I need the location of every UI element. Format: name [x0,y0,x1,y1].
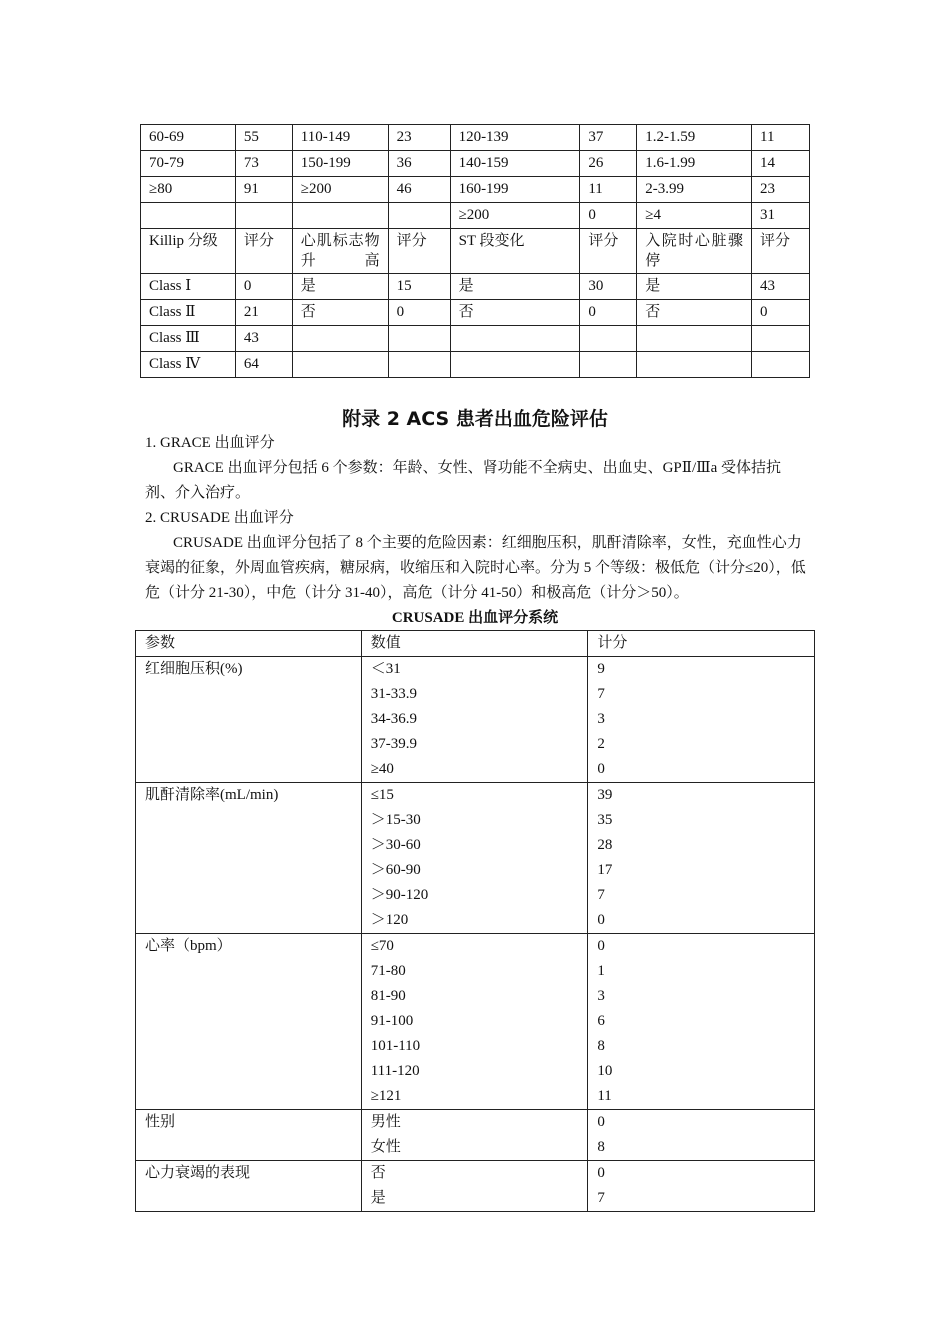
crusade-score: 0 [597,1114,605,1130]
appendix-title: 附录 2 ACS 患者出血危险评估 [342,408,608,430]
grace-cell: 120-139 [450,125,580,151]
grace-row [141,300,810,326]
crusade-score: 11 [597,1088,612,1104]
grace-cell: ≥4 [637,203,752,229]
grace-cell: 1.2-1.59 [637,125,752,151]
header-score: 计分 [588,631,815,657]
crusade-value: 37-39.9 [370,736,417,752]
section-2-heading: 2. CRUSADE 出血评分 [145,510,294,526]
crusade-value: 34-36.9 [370,711,417,727]
crusade-score: 7 [597,1190,605,1206]
grace-row [141,177,810,203]
grace-cell [141,203,236,229]
crusade-value: ≤15 [370,787,394,803]
grace-row [141,125,810,151]
crusade-scores-cell [588,657,815,783]
crusade-values-cell [361,1110,588,1161]
grace-score-table [140,124,810,378]
grace-cell: 26 [580,151,637,177]
grace-cell: 0 [388,300,450,326]
grace-cell: Class Ⅰ [141,274,236,300]
crusade-group-row [136,657,815,783]
crusade-score: 39 [597,787,613,803]
grace-cell: 0 [580,300,637,326]
section-2-text: CRUSADE 出血评分包括了 8 个主要的危险因素：红细胞压积，肌酐清除率，女性，充血性心力衰竭的征象，外周血管疾病，糖尿病，收缩压和入院时心率。分为 5 个等级：极低危（计分≤20），低危（计分 21-30），中危（计分 31-40），高危（计分 41-50）和极高危（计分＞50）。 [145,535,806,601]
grace-cell: Class Ⅱ [141,300,236,326]
crusade-values-cell [361,1161,588,1212]
grace-cell: 160-199 [450,177,580,203]
grace-cell: 评分 [752,229,810,274]
crusade-score: 9 [597,661,605,677]
grace-cell: 43 [235,326,292,352]
crusade-score: 8 [597,1139,605,1155]
grace-cell: 70-79 [141,151,236,177]
crusade-value: ＞15-30 [370,812,421,828]
grace-cell: 55 [235,125,292,151]
grace-cell: 91 [235,177,292,203]
crusade-values-cell [361,934,588,1110]
crusade-group-row [136,1110,815,1161]
grace-cell [388,203,450,229]
crusade-value: ≥121 [370,1088,402,1104]
grace-cell: 0 [235,274,292,300]
grace-cell: 46 [388,177,450,203]
grace-cell: 2-3.99 [637,177,752,203]
crusade-score: 7 [597,887,605,903]
crusade-value: ＞90-120 [370,887,429,903]
crusade-score: 0 [597,1165,605,1181]
grace-cell: 评分 [388,229,450,274]
crusade-scores-cell [588,934,815,1110]
grace-cell: ≥80 [141,177,236,203]
grace-cell: 140-159 [450,151,580,177]
grace-cell: 否 [292,300,388,326]
crusade-value: 是 [370,1190,386,1206]
grace-cell: 否 [637,300,752,326]
crusade-score: 28 [597,837,613,853]
grace-cell [752,352,810,378]
crusade-value: 111-120 [370,1063,420,1079]
grace-cell: 21 [235,300,292,326]
crusade-group-row [136,934,815,1110]
grace-cell: 31 [752,203,810,229]
grace-row [141,203,810,229]
grace-cell: 心肌标志物升高 [292,229,388,274]
grace-cell: 23 [752,177,810,203]
crusade-value: ≤70 [370,938,394,954]
grace-cell [450,352,580,378]
crusade-score: 10 [597,1063,613,1079]
crusade-score: 3 [597,988,605,1004]
crusade-value: ≥40 [370,761,394,777]
grace-cell: 11 [752,125,810,151]
grace-cell: 110-149 [292,125,388,151]
grace-row [141,352,810,378]
grace-cell: 是 [292,274,388,300]
grace-cell: Class Ⅳ [141,352,236,378]
grace-cell: 150-199 [292,151,388,177]
crusade-scores-cell [588,1110,815,1161]
grace-cell: 30 [580,274,637,300]
grace-cell [235,203,292,229]
crusade-values-cell [361,783,588,934]
section-1-text: GRACE 出血评分包括 6 个参数：年龄、女性、肾功能不全病史、出血史、GPⅡ/Ⅲa 受体拮抗剂、介入治疗。 [145,460,782,501]
crusade-value: ＞30-60 [370,837,421,853]
crusade-score: 8 [597,1038,605,1054]
grace-cell: 64 [235,352,292,378]
crusade-param: 肌酐清除率(mL/min) [136,783,362,934]
crusade-param: 心力衰竭的表现 [136,1161,362,1212]
crusade-value: 91-100 [370,1013,414,1029]
crusade-header-row [136,631,815,657]
crusade-value: ＞60-90 [370,862,421,878]
grace-cell [637,326,752,352]
crusade-group-row [136,1161,815,1212]
grace-cell: 11 [580,177,637,203]
crusade-score: 17 [597,862,613,878]
crusade-score: 1 [597,963,605,979]
crusade-value: 101-110 [370,1038,421,1054]
crusade-score: 2 [597,736,605,752]
crusade-value: ＞120 [370,912,409,928]
grace-cell: 15 [388,274,450,300]
crusade-value: 女性 [370,1139,401,1155]
grace-cell [388,352,450,378]
crusade-param: 红细胞压积(%) [136,657,362,783]
grace-cell: 否 [450,300,580,326]
grace-cell: 14 [752,151,810,177]
crusade-param: 性别 [136,1110,362,1161]
crusade-score: 35 [597,812,613,828]
grace-cell: 0 [752,300,810,326]
grace-cell [450,326,580,352]
grace-cell: 1.6-1.99 [637,151,752,177]
crusade-score: 7 [597,686,605,702]
grace-row [141,274,810,300]
grace-cell: 43 [752,274,810,300]
crusade-score: 0 [597,761,605,777]
grace-cell: 0 [580,203,637,229]
crusade-scores-cell [588,1161,815,1212]
crusade-score: 6 [597,1013,605,1029]
grace-row [141,229,810,274]
crusade-value: ＜31 [370,661,401,677]
grace-cell: ≥200 [292,177,388,203]
grace-cell: 37 [580,125,637,151]
crusade-table-caption: CRUSADE 出血评分系统 [391,610,559,626]
header-param: 参数 [136,631,362,657]
grace-cell: 36 [388,151,450,177]
crusade-value: 81-90 [370,988,406,1004]
grace-cell [637,352,752,378]
grace-cell: 评分 [580,229,637,274]
grace-cell [580,352,637,378]
crusade-value: 否 [370,1165,386,1181]
grace-cell: Killip 分级 [141,229,236,274]
crusade-score: 0 [597,938,605,954]
crusade-value: 男性 [370,1114,401,1130]
grace-cell: ST 段变化 [450,229,580,274]
grace-cell: 73 [235,151,292,177]
grace-cell: ≥200 [450,203,580,229]
grace-cell: 入院时心脏骤停 [637,229,752,274]
crusade-score-table [135,630,815,1212]
grace-cell [580,326,637,352]
crusade-values-cell [361,657,588,783]
section-1-heading: 1. GRACE 出血评分 [145,435,275,451]
grace-cell [388,326,450,352]
crusade-group-row [136,783,815,934]
crusade-score: 3 [597,711,605,727]
crusade-score: 0 [597,912,605,928]
crusade-value: 31-33.9 [370,686,417,702]
grace-cell: 23 [388,125,450,151]
header-value: 数值 [361,631,588,657]
grace-cell [292,203,388,229]
grace-cell [292,352,388,378]
grace-cell: Class Ⅲ [141,326,236,352]
grace-row [141,326,810,352]
grace-cell: 60-69 [141,125,236,151]
crusade-value: 71-80 [370,963,406,979]
crusade-scores-cell [588,783,815,934]
grace-cell: 是 [450,274,580,300]
grace-cell [292,326,388,352]
crusade-param: 心率（bpm） [136,934,362,1110]
grace-row [141,151,810,177]
grace-cell [752,326,810,352]
grace-cell: 是 [637,274,752,300]
grace-cell: 评分 [235,229,292,274]
